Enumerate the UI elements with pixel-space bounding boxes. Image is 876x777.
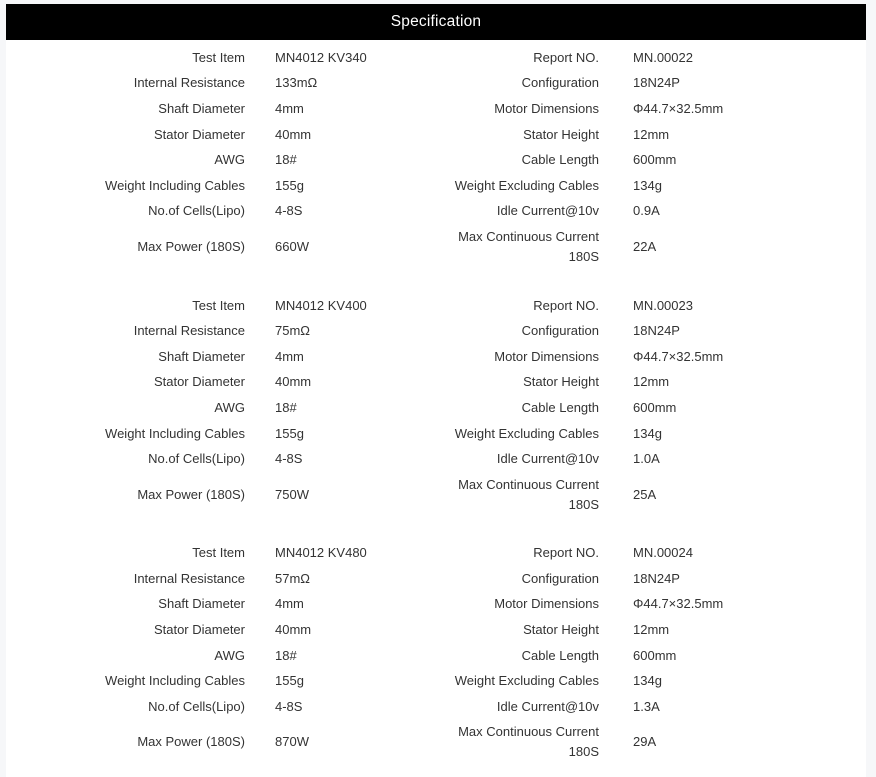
spec-value-right: 134g — [633, 177, 662, 193]
spec-value-right: 12mm — [633, 126, 670, 142]
spec-value-right: 12mm — [633, 622, 670, 638]
spec-value-left: 155g — [275, 425, 304, 441]
spec-label-right: Configuration — [521, 75, 599, 91]
spec-value-right: 1.0A — [633, 451, 660, 467]
spec-row — [6, 421, 866, 447]
spec-label-right: Motor Dimensions — [494, 596, 599, 612]
spec-value-left: 4-8S — [275, 203, 303, 219]
spec-value-left: 40mm — [275, 622, 312, 638]
spec-row — [6, 446, 866, 472]
spec-label-left: AWG — [214, 647, 245, 663]
spec-value-right: MN.00022 — [633, 49, 693, 65]
spec-row — [6, 541, 866, 567]
spec-row — [6, 71, 866, 97]
spec-value-left: 18# — [275, 647, 297, 663]
spec-label-right: Weight Excluding Cables — [454, 425, 599, 441]
spec-value-right: 134g — [633, 425, 662, 441]
spec-label-right: Cable Length — [521, 647, 599, 663]
spec-sections — [6, 40, 866, 765]
spec-label-left: Test Item — [192, 297, 245, 313]
spec-label-right: Stator Height — [523, 374, 599, 390]
spec-label-right: Max Continuous Current 180S — [458, 228, 599, 264]
spec-row — [6, 224, 866, 270]
spec-value-left: 40mm — [275, 374, 312, 390]
spec-label-right: Stator Height — [523, 126, 599, 142]
spec-value-right: 18N24P — [633, 570, 680, 586]
spec-label-left: AWG — [214, 399, 245, 415]
spec-label-left: Max Power (180S) — [137, 238, 245, 254]
spec-panel — [6, 4, 866, 777]
spec-label-right: Stator Height — [523, 622, 599, 638]
spec-value-left: 75mΩ — [275, 323, 311, 339]
spec-value-left: 750W — [275, 486, 309, 502]
spec-value-right: 134g — [633, 673, 662, 689]
spec-value-left: MN4012 KV400 — [275, 297, 367, 313]
spec-label-left: AWG — [214, 152, 245, 168]
spec-label-right: Motor Dimensions — [494, 100, 599, 116]
spec-value-left: 870W — [275, 734, 309, 750]
spec-value-right: 12mm — [633, 374, 670, 390]
spec-label-right: Report NO. — [533, 49, 599, 65]
spec-label-right: Weight Excluding Cables — [454, 177, 599, 193]
spec-label-left: No.of Cells(Lipo) — [148, 698, 245, 714]
spec-label-right: Configuration — [521, 570, 599, 586]
spec-label-left: Test Item — [192, 49, 245, 65]
spec-label-left: Test Item — [192, 545, 245, 561]
spec-label-left: Max Power (180S) — [137, 734, 245, 750]
spec-label-left: Shaft Diameter — [158, 596, 245, 612]
spec-value-right: Φ44.7×32.5mm — [633, 596, 724, 612]
spec-row — [6, 370, 866, 396]
spec-title: Specification — [390, 13, 482, 30]
spec-label-right: Max Continuous Current 180S — [458, 476, 599, 512]
spec-value-left: MN4012 KV480 — [275, 545, 367, 561]
spec-label-right: Max Continuous Current 180S — [458, 724, 599, 760]
spec-value-right: 600mm — [633, 399, 677, 415]
spec-value-right: Φ44.7×32.5mm — [633, 348, 724, 364]
spec-row — [6, 293, 866, 319]
spec-row — [6, 472, 866, 518]
spec-value-right: 1.3A — [633, 698, 660, 714]
spec-label-left: Internal Resistance — [133, 323, 245, 339]
spec-row — [6, 617, 866, 643]
spec-label-left: Stator Diameter — [153, 622, 245, 638]
spec-label-left: Weight Including Cables — [105, 177, 245, 193]
spec-value-right: Φ44.7×32.5mm — [633, 100, 724, 116]
spec-label-left: Weight Including Cables — [105, 673, 245, 689]
spec-section — [6, 40, 866, 270]
spec-value-right: 18N24P — [633, 323, 680, 339]
spec-value-left: 4-8S — [275, 451, 303, 467]
spec-row — [6, 643, 866, 669]
spec-section — [6, 288, 866, 518]
spec-value-right: 25A — [633, 486, 657, 502]
spec-label-right: Cable Length — [521, 399, 599, 415]
spec-label-left: Shaft Diameter — [158, 100, 245, 116]
spec-label-right: Weight Excluding Cables — [454, 673, 599, 689]
spec-row — [6, 96, 866, 122]
spec-value-left: 4mm — [275, 596, 304, 612]
spec-label-right: Idle Current@10v — [496, 698, 599, 714]
spec-label-left: No.of Cells(Lipo) — [148, 203, 245, 219]
spec-value-right: 18N24P — [633, 75, 680, 91]
spec-row — [6, 122, 866, 148]
spec-row — [6, 566, 866, 592]
spec-label-right: Report NO. — [533, 297, 599, 313]
spec-value-right: 600mm — [633, 647, 677, 663]
spec-label-left: Shaft Diameter — [158, 348, 245, 364]
spec-row — [6, 720, 866, 766]
spec-value-left: 133mΩ — [275, 75, 318, 91]
spec-label-right: Motor Dimensions — [494, 348, 599, 364]
spec-value-right: 22A — [633, 238, 657, 254]
spec-row — [6, 668, 866, 694]
spec-row — [6, 592, 866, 618]
spec-row — [6, 199, 866, 225]
spec-label-left: Stator Diameter — [153, 374, 245, 390]
spec-label-left: Internal Resistance — [133, 75, 245, 91]
spec-label-right: Idle Current@10v — [496, 203, 599, 219]
spec-value-right: 600mm — [633, 152, 677, 168]
spec-value-left: 4mm — [275, 348, 304, 364]
spec-value-right: 29A — [633, 734, 657, 750]
spec-value-left: 57mΩ — [275, 570, 311, 586]
spec-label-left: No.of Cells(Lipo) — [148, 451, 245, 467]
spec-label-right: Cable Length — [521, 152, 599, 168]
spec-section — [6, 536, 866, 766]
spec-value-right: MN.00024 — [633, 545, 693, 561]
spec-value-right: 0.9A — [633, 203, 660, 219]
spec-value-left: 660W — [275, 238, 309, 254]
spec-value-left: 18# — [275, 152, 297, 168]
spec-label-left: Max Power (180S) — [137, 486, 245, 502]
spec-value-left: 18# — [275, 399, 297, 415]
spec-row — [6, 45, 866, 71]
spec-row — [6, 694, 866, 720]
spec-label-right: Configuration — [521, 323, 599, 339]
spec-value-left: 155g — [275, 177, 304, 193]
spec-label-right: Report NO. — [533, 545, 599, 561]
spec-row — [6, 318, 866, 344]
spec-label-left: Internal Resistance — [133, 570, 245, 586]
spec-value-left: 40mm — [275, 126, 312, 142]
spec-label-left: Stator Diameter — [153, 126, 245, 142]
spec-value-left: 4-8S — [275, 698, 303, 714]
spec-value-left: 4mm — [275, 100, 304, 116]
spec-row — [6, 344, 866, 370]
spec-label-right: Idle Current@10v — [496, 451, 599, 467]
spec-row — [6, 147, 866, 173]
spec-row — [6, 395, 866, 421]
spec-value-left: MN4012 KV340 — [275, 49, 367, 65]
spec-header — [6, 4, 866, 40]
spec-value-right: MN.00023 — [633, 297, 693, 313]
spec-row — [6, 173, 866, 199]
spec-label-left: Weight Including Cables — [105, 425, 245, 441]
spec-value-left: 155g — [275, 673, 304, 689]
